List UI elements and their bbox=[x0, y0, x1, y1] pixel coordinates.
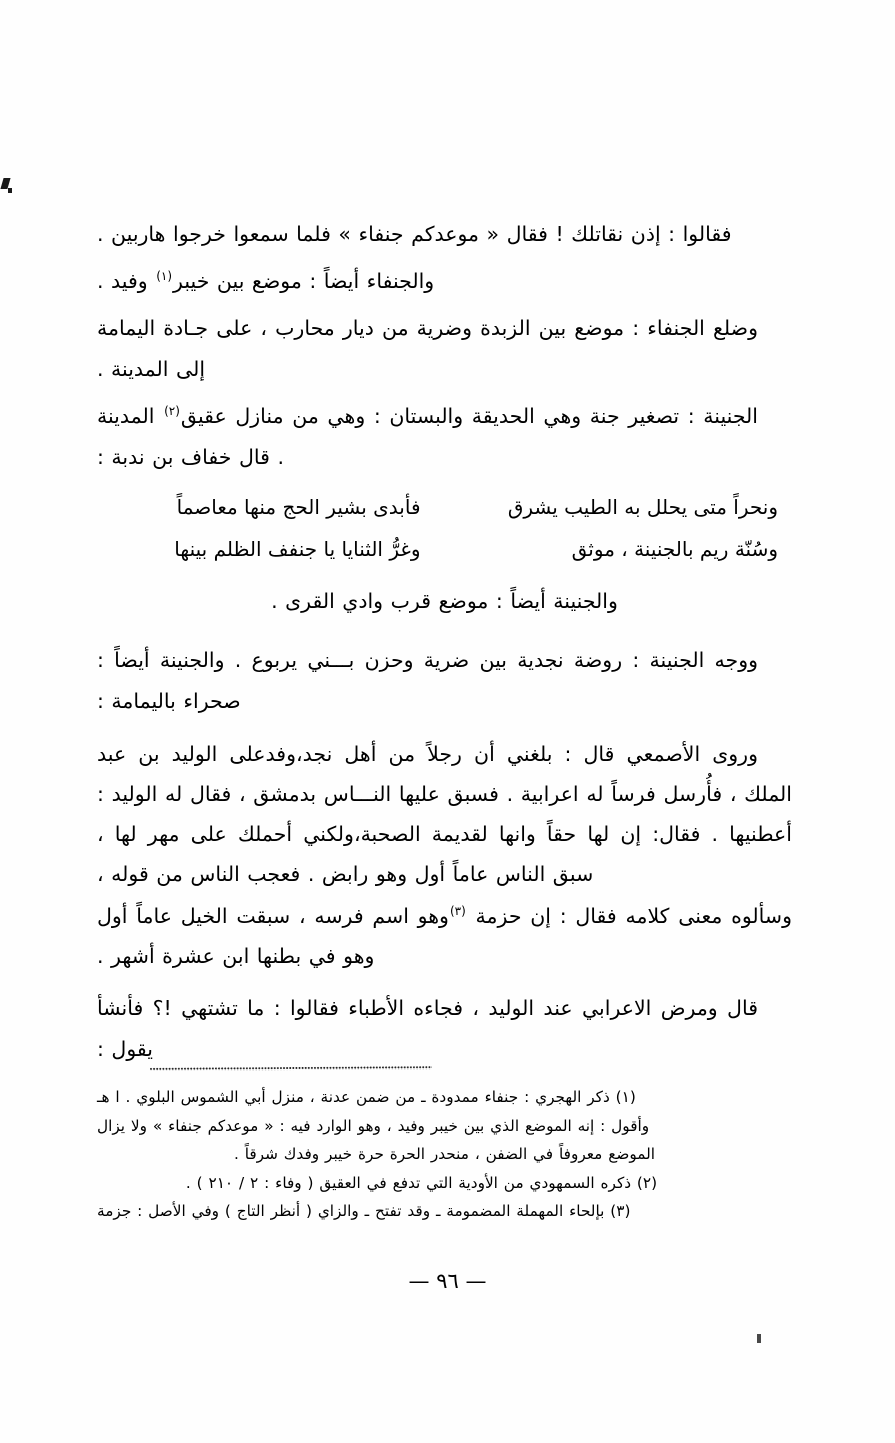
paragraph-2 bbox=[97, 261, 792, 302]
scan-artifact-speck bbox=[757, 1334, 761, 1343]
paragraph-5: والجنينة أيضاً : موضع قرب وادي القرى . bbox=[271, 589, 618, 613]
paragraph-7: وروى الأصمعي قال : بلغني أن رجلاً من أهل نجد،وفدعلى الوليد بن عبد الملك ، فأُرسل فرساً له اعرابية . فسبق عليها النـــاس بدمشق ، فقال له الوليد : أعطنيها . فقال: إن لها حقاً وانها لقديمة الصحبة،ولكني أحملك على مهر لها ، سبق الناس عاماً أول وهو رابض . فعجب الناس من قوله ، bbox=[97, 742, 792, 886]
verse-line bbox=[97, 488, 792, 527]
footnote-marker-1: (١) bbox=[156, 269, 173, 284]
verse-line bbox=[97, 530, 792, 569]
footnote-3: (٣) بإلحاء المهملة المضمومة ـ وقد تفتح ـ والزاي ( أنظر التاج ) وفي الأصل : جزمة bbox=[97, 1202, 631, 1220]
verse-second-hemistich: وسُنّة ريم بالجنينة ، موثق bbox=[571, 537, 778, 561]
paragraph-1: فقالوا : إذن نقاتلك ! فقال « موعدكم جنفاء » فلما سمعوا خرجوا هاربين . bbox=[97, 222, 732, 246]
footnotes-section bbox=[97, 1084, 792, 1227]
footnote-2: (٢) ذكره السمهودي من الأودية التي تدفع في العقيق ( وفاء : ٢ / ٢١٠ ) . bbox=[185, 1173, 658, 1192]
footnote-1-line-1: (١) ذكر الهجري : جنفاء ممدودة ـ من ضمن عدنة ، منزل أبي الشموس البلوي . ا هـ bbox=[97, 1088, 636, 1106]
paragraph-8-text-after: وهو اسم فرسه ، سبقت الخيل عاماً أول وهو في بطنها ابن عشرة أشهر . bbox=[97, 904, 449, 968]
verse-block bbox=[97, 488, 792, 569]
body-text-column bbox=[97, 214, 792, 1072]
paragraph-4-text-before: الجنينة : تصغير جنة وهي الحديقة والبستان : وهي من منازل عقيق bbox=[180, 404, 759, 428]
paragraph-3: وضلع الجنفاء : موضع بين الزبدة وضرية من ديار محارب ، على جـادة اليمامة إلى المدينة . bbox=[97, 316, 758, 381]
paragraph-9: قال ومرض الاعرابي عند الوليد ، فجاءه الأطباء فقالوا : ما تشتهي !؟ فأنشأ يقول : bbox=[97, 996, 758, 1061]
paragraph-4-text-after: المدينة . قال خفاف بن ندبة : bbox=[97, 404, 284, 469]
paragraph-6: ووجه الجنينة : روضة نجدية بين ضرية وحزن بـــني يربوع . والجنينة أيضاً : صحراء باليمامة : bbox=[97, 648, 758, 713]
footnote-1-line-2: وأقول : إنه الموضع الذي بين خيبر وفيد ، وهو الوارد فيه : « موعدكم جنفاء » ولا يزال bbox=[97, 1116, 650, 1135]
page-number: — ٩٦ — bbox=[408, 1269, 487, 1293]
footnote-marker-2: (٢) bbox=[164, 404, 180, 419]
paragraph-8 bbox=[97, 896, 792, 976]
paragraph-2-text-before: والجنفاء أيضاً : موضع بين خيبر bbox=[173, 269, 435, 293]
footnote-marker-3: (٣) bbox=[449, 904, 466, 919]
paragraph-8-text-before: وسألوه معنى كلامه فقال : إن حزمة bbox=[466, 904, 792, 928]
scan-artifact-speck bbox=[8, 188, 12, 193]
paragraph-2-text-after: وفيد . bbox=[97, 269, 156, 293]
verse-first-hemistich: وغرُّ الثنايا يا جنفف الظلم بينها bbox=[174, 537, 421, 561]
footnote-1-line-3: الموضع معروفاً في الضفن ، منحدر الحرة حرة خيبر وفدك شرقاً . bbox=[233, 1145, 655, 1163]
verse-first-hemistich: فأبدى بشير الحج منها معاصماً bbox=[176, 495, 421, 519]
paragraph-4 bbox=[97, 396, 792, 478]
verse-second-hemistich: ونحراً متى يحلل به الطيب يشرق bbox=[507, 495, 778, 519]
